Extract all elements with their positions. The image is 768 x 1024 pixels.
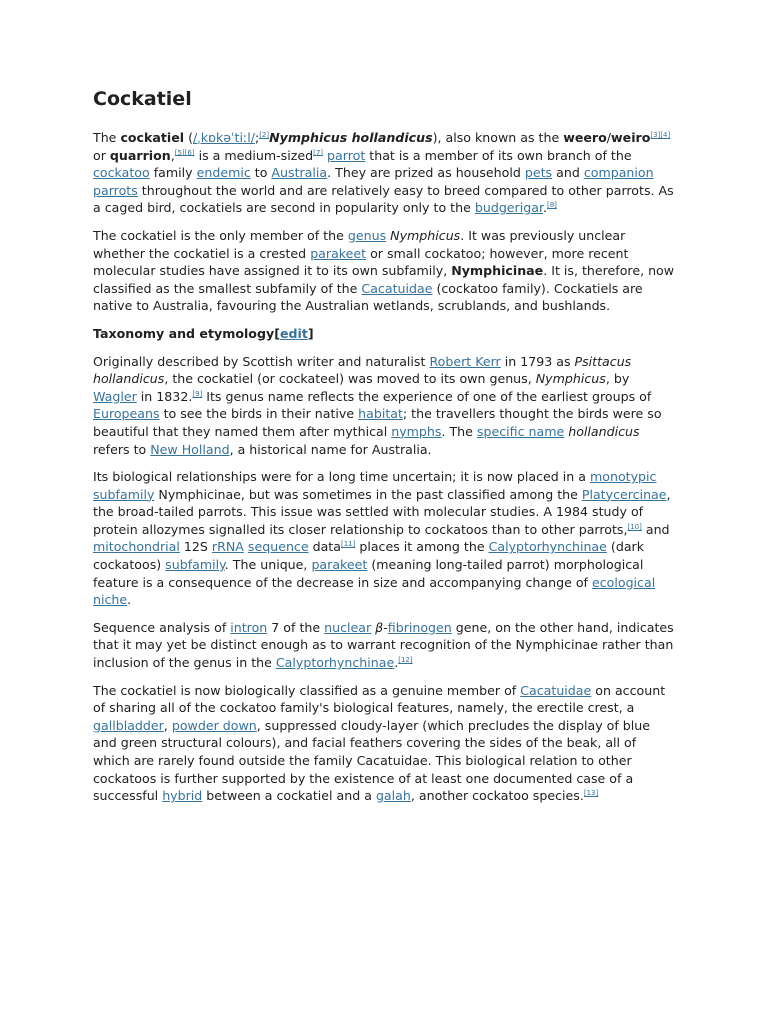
- section-heading-taxonomy: [93, 325, 676, 343]
- term-cockatiel: cockatiel: [120, 130, 185, 145]
- link-sequence[interactable]: sequence: [247, 539, 309, 555]
- intro-paragraph: [93, 129, 676, 217]
- text: Its genus name reflects the experience of one of the earliest groups of: [202, 388, 652, 404]
- citation: [627, 523, 641, 531]
- link-parakeet[interactable]: parakeet: [311, 557, 368, 573]
- article: [93, 86, 676, 815]
- text: Sequence analysis of: [93, 619, 231, 635]
- text: 7 of the: [267, 619, 325, 635]
- biological-classification-paragraph: [93, 682, 676, 805]
- link-cacatuidae[interactable]: Cacatuidae: [361, 280, 433, 296]
- link-monotypic[interactable]: monotypic: [590, 469, 657, 485]
- citation-link[interactable]: [9]: [192, 389, 203, 398]
- citation-link[interactable]: [12]: [398, 655, 413, 664]
- text: to see the birds in their native: [159, 406, 359, 422]
- link-subfamily[interactable]: subfamily: [165, 557, 225, 573]
- link-subfamily[interactable]: subfamily: [93, 486, 155, 502]
- text: and: [552, 165, 584, 181]
- link-robert-kerr[interactable]: Robert Kerr: [429, 353, 501, 369]
- beta-symbol: β: [375, 619, 384, 635]
- text: ,: [170, 147, 175, 163]
- citation-link[interactable]: [5][6]: [174, 148, 195, 157]
- term-weiro: weiro: [611, 130, 651, 145]
- link-budgerigar[interactable]: budgerigar: [474, 200, 543, 216]
- ipa-pronunciation-link[interactable]: /ˌkɒkəˈtiːl/: [193, 130, 255, 145]
- text: Nymphicinae, but was sometimes in the past classified among the: [154, 486, 582, 502]
- genus-name: Nymphicus: [390, 227, 461, 243]
- text: refers to: [93, 441, 151, 457]
- text: is a medium-sized: [194, 147, 314, 163]
- link-australia[interactable]: Australia: [271, 165, 328, 181]
- link-intron[interactable]: intron: [230, 619, 268, 635]
- text: , the cockatiel (or cockateel) was moved to its own genus,: [164, 371, 536, 387]
- citation: [584, 789, 598, 797]
- citation: [341, 540, 355, 548]
- text: gene, on the other hand, indicates that it may yet be distinct enough as to warrant recognition of the Nymphicinae rather than inclusion of the genus in the: [93, 619, 674, 671]
- link-companion-parrots[interactable]: companion parrots: [93, 165, 654, 198]
- text: .: [394, 655, 399, 671]
- text: or small cockatoo; however, more recent molecular studies have assigned it to its own subfamily,: [93, 245, 629, 279]
- link-galah[interactable]: galah: [375, 788, 411, 804]
- text: between a cockatiel and a: [202, 788, 376, 804]
- link-parakeet[interactable]: parakeet: [310, 245, 367, 261]
- link-gallbladder[interactable]: gallbladder: [93, 717, 164, 733]
- text: . The: [441, 423, 477, 439]
- text: , by: [605, 371, 630, 387]
- citation-link[interactable]: [13]: [583, 789, 599, 797]
- text: Its biological relationships were for a long time uncertain; it is now placed in a: [93, 469, 590, 485]
- link-pets[interactable]: pets: [524, 165, 553, 181]
- text: The: [93, 130, 121, 145]
- citation-link[interactable]: [7]: [313, 148, 324, 157]
- text: [: [274, 325, 280, 341]
- text: .: [542, 200, 547, 216]
- edit-section-link[interactable]: edit: [279, 325, 308, 341]
- text: throughout the world and are relatively easy to breed compared to other parrots. As a caged bird, cockatiels are second in popularity only to the: [93, 182, 674, 216]
- text: that is a member of its own branch of the: [365, 147, 632, 163]
- text: and: [641, 521, 670, 537]
- text: family: [149, 165, 197, 181]
- specific-epithet: hollandicus: [568, 423, 640, 439]
- text: Originally described by Scottish writer and naturalist: [93, 353, 430, 369]
- link-nymphs[interactable]: nymphs: [391, 423, 442, 439]
- original-scientific-name: Psittacus hollandicus: [93, 353, 632, 387]
- link-europeans[interactable]: Europeans: [93, 406, 160, 422]
- section-heading-label: Taxonomy and etymology: [93, 325, 275, 341]
- text: in 1793 as: [500, 353, 575, 369]
- text: The cockatiel is now biologically classified as a genuine member of: [93, 682, 521, 698]
- link-hybrid[interactable]: hybrid: [162, 788, 203, 804]
- text: ), also known as the: [432, 130, 564, 145]
- text: or: [93, 147, 110, 163]
- text: The cockatiel is the only member of the: [93, 227, 348, 243]
- genus-name: Nymphicus: [535, 371, 606, 387]
- citation-link[interactable]: [2]: [259, 130, 270, 139]
- link-nuclear[interactable]: nuclear: [324, 619, 372, 635]
- text: ;: [254, 130, 260, 145]
- text: ,: [163, 717, 172, 733]
- text: to: [250, 165, 272, 181]
- citation-link[interactable]: [10]: [627, 522, 642, 531]
- classification-paragraph: [93, 227, 676, 315]
- link-habitat[interactable]: habitat: [358, 406, 403, 422]
- link-rrna[interactable]: rRNA: [211, 539, 244, 555]
- term-quarrion: quarrion: [109, 147, 171, 163]
- citation-link[interactable]: [8]: [546, 201, 557, 210]
- citation-link[interactable]: [3][4]: [650, 130, 671, 139]
- text: on account of sharing all of the cockatoo family's biological features, namely, the erectile crest, a: [93, 682, 666, 716]
- page-title: Cockatiel: [93, 88, 192, 110]
- link-mitochondrial[interactable]: mitochondrial: [93, 539, 180, 555]
- citation: [547, 201, 557, 209]
- text: ]: [307, 325, 314, 341]
- citation: [313, 148, 323, 156]
- link-calyptorhynchinae[interactable]: Calyptorhynchinae: [488, 539, 607, 555]
- term-weero: weero: [563, 130, 607, 145]
- citation: [175, 148, 195, 156]
- link-cockatoo[interactable]: cockatoo: [93, 165, 150, 181]
- etymology-paragraph: [93, 353, 676, 459]
- text: /: [606, 130, 612, 145]
- link-endemic[interactable]: endemic: [196, 165, 251, 181]
- link-ecological-niche[interactable]: ecological niche: [93, 574, 656, 608]
- link-cacatuidae[interactable]: Cacatuidae: [520, 682, 592, 698]
- text: . It was previously unclear whether the cockatiel is a crested: [93, 227, 626, 261]
- link-platycercinae[interactable]: Platycercinae: [581, 486, 667, 502]
- citation: [192, 390, 202, 398]
- relationships-paragraph: [93, 468, 676, 609]
- text: . They are prized as household: [327, 165, 525, 181]
- text: . It is, therefore, now classified as the smallest subfamily of the: [93, 263, 675, 296]
- link-genus[interactable]: genus: [347, 227, 387, 243]
- link-calyptorhynchinae[interactable]: Calyptorhynchinae: [275, 655, 395, 671]
- scientific-name: Nymphicus hollandicus: [269, 130, 433, 145]
- citation: [650, 131, 670, 139]
- link-powder-down[interactable]: powder down: [171, 717, 257, 733]
- citation: [398, 656, 412, 664]
- link-parrot[interactable]: parrot: [327, 147, 366, 163]
- text: (meaning long-tailed parrot) morphological feature is a consequence of the decrease in size and accompanying change of: [93, 557, 644, 590]
- link-specific-name[interactable]: specific name: [476, 423, 565, 439]
- link-fibrinogen[interactable]: fibrinogen: [387, 619, 452, 635]
- text: , suppressed cloudy-layer (which precludes the display of blue and green structural colours), and facial feathers covering the sides of the beak, all of which are rarely found outside the family Cacatuidae. This biological relation to other cockatoos is further supported by the existence of at least one documented case of a successful: [93, 717, 651, 804]
- link-wagler[interactable]: Wagler: [93, 388, 137, 404]
- text: (cockatoo family). Cockatiels are native to Australia, favouring the Australian wetlands, scrublands, and bushlands.: [93, 280, 643, 314]
- text: , another cockatoo species.: [410, 788, 584, 804]
- link-new-holland[interactable]: New Holland: [150, 441, 230, 457]
- text: in 1832.: [136, 388, 193, 404]
- term-nymphicinae: Nymphicinae: [451, 263, 544, 279]
- citation-link[interactable]: [11]: [340, 540, 356, 549]
- text: (dark cockatoos): [93, 539, 645, 573]
- sequence-analysis-paragraph: [93, 619, 676, 672]
- text: ; the travellers thought the birds were so beautiful that they named them after mythical: [93, 406, 662, 439]
- text: , the broad-tailed parrots. This issue was settled with molecular studies. A 1984 study of protein allozymes signalled its closer relationship to cockatoos than to other parrots,: [93, 486, 671, 537]
- text: (: [184, 130, 194, 145]
- text: , a historical name for Australia.: [229, 441, 432, 457]
- text: places it among the: [355, 539, 489, 555]
- text: . The unique,: [224, 557, 312, 573]
- text: data: [308, 539, 341, 555]
- text: 12S: [179, 539, 212, 555]
- text: -: [383, 619, 388, 635]
- citation: [259, 131, 269, 139]
- text: .: [127, 592, 132, 608]
